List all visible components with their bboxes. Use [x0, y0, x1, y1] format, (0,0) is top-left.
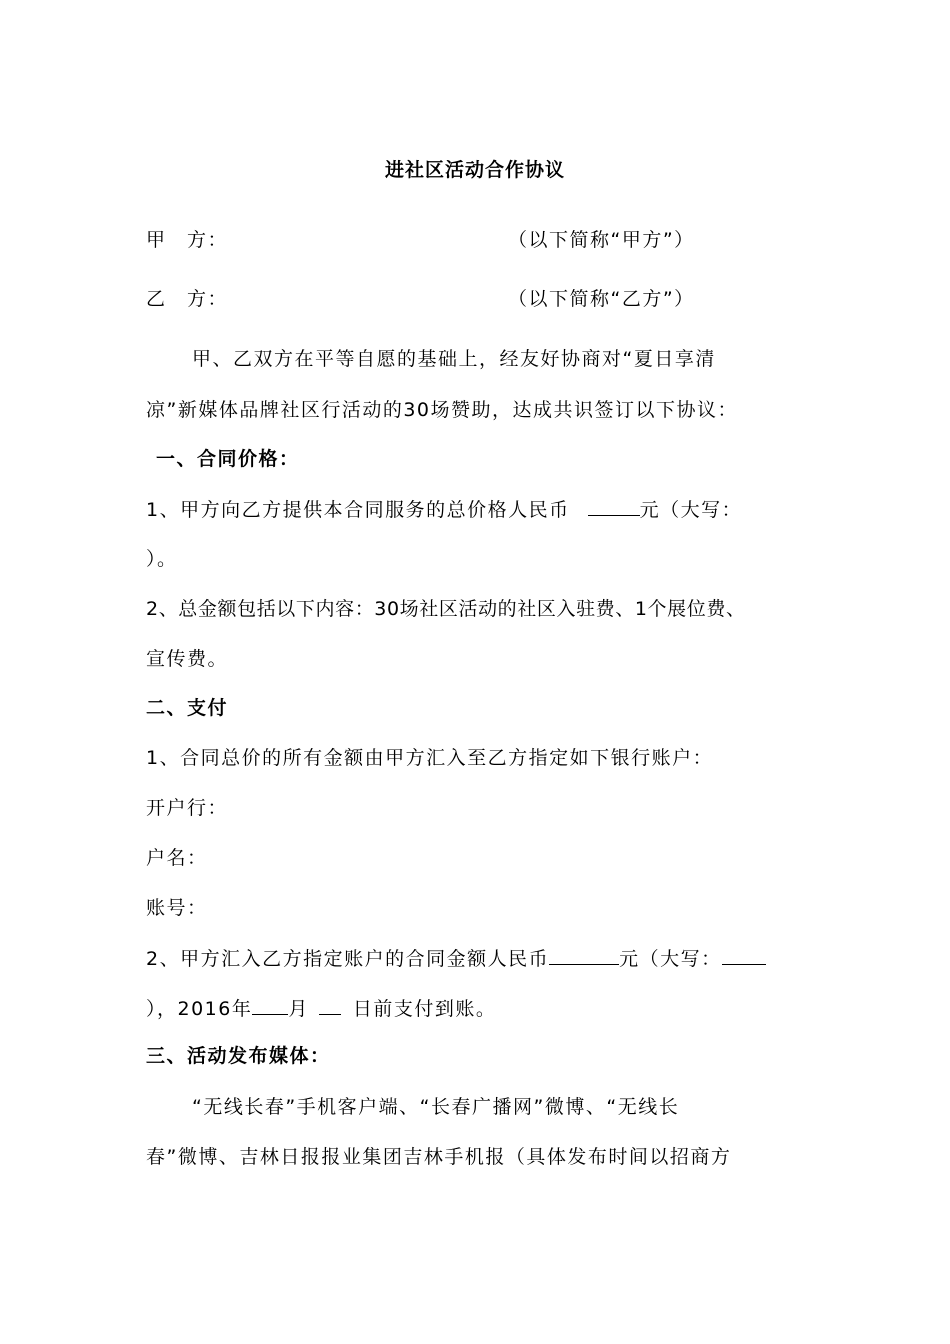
month-blank [252, 994, 288, 1015]
section-2-item-2-text-a: 2、甲方汇入乙方指定账户的合同金额人民币 [146, 948, 550, 970]
document-title: 进社区活动合作协议 [384, 159, 565, 181]
section-2-heading: 二、支付 [146, 697, 229, 719]
party-b-label: 乙 方： [146, 288, 229, 310]
payment-amount-blank [549, 944, 619, 965]
section-1-heading: 一、合同价格： [156, 448, 300, 470]
section-2-item-1: 1、合同总价的所有金额由甲方汇入至乙方指定如下银行账户： [146, 747, 714, 769]
section-1-item-1-text-a: 1、甲方向乙方提供本合同服务的总价格人民币 [146, 499, 570, 521]
section-1-item-1-line-2: ）。 [146, 548, 178, 570]
section-3-heading: 三、活动发布媒体： [146, 1045, 331, 1067]
section-2-item-2-line-1 [146, 944, 766, 972]
section-1-item-1-text-b: 元（大写： [639, 499, 743, 521]
section-2-item-2-text-c: ），2016年 [146, 998, 253, 1020]
section-3-line-1: “无线长春”手机客户端、“长春广播网”微博、“无线长 [192, 1096, 680, 1118]
section-2-item-2-text-d: 月 [288, 998, 309, 1020]
intro-line-1: 甲、乙双方在平等自愿的基础上，经友好协商对“夏日享清 [192, 348, 716, 370]
section-1-item-2-line-2: 宣传费。 [146, 648, 229, 670]
day-blank [319, 994, 341, 1015]
party-b-note: （以下简称“乙方”） [508, 288, 695, 310]
section-1-item-1-line-1 [146, 495, 742, 523]
total-price-blank [588, 495, 640, 516]
party-a-label: 甲 方： [146, 229, 229, 251]
section-3-line-2: 春”微博、吉林日报报业集团吉林手机报（具体发布时间以招商方 [146, 1146, 732, 1168]
account-number-label: 账号： [146, 897, 208, 919]
bank-label: 开户行： [146, 797, 229, 819]
party-a-note: （以下简称“甲方”） [508, 229, 695, 251]
section-1-item-2-line-1: 2、总金额包括以下内容：30场社区活动的社区入驻费、1个展位费、 [146, 598, 746, 620]
section-2-item-2-text-e: 日前支付到账。 [352, 998, 497, 1020]
section-2-item-2-line-2 [146, 994, 496, 1022]
payment-uppercase-blank [722, 944, 766, 965]
account-name-label: 户名： [146, 847, 208, 869]
section-2-item-2-text-b: 元（大写： [619, 948, 722, 970]
intro-line-2: 凉”新媒体品牌社区行活动的30场赞助，达成共识签订以下协议： [146, 399, 739, 421]
